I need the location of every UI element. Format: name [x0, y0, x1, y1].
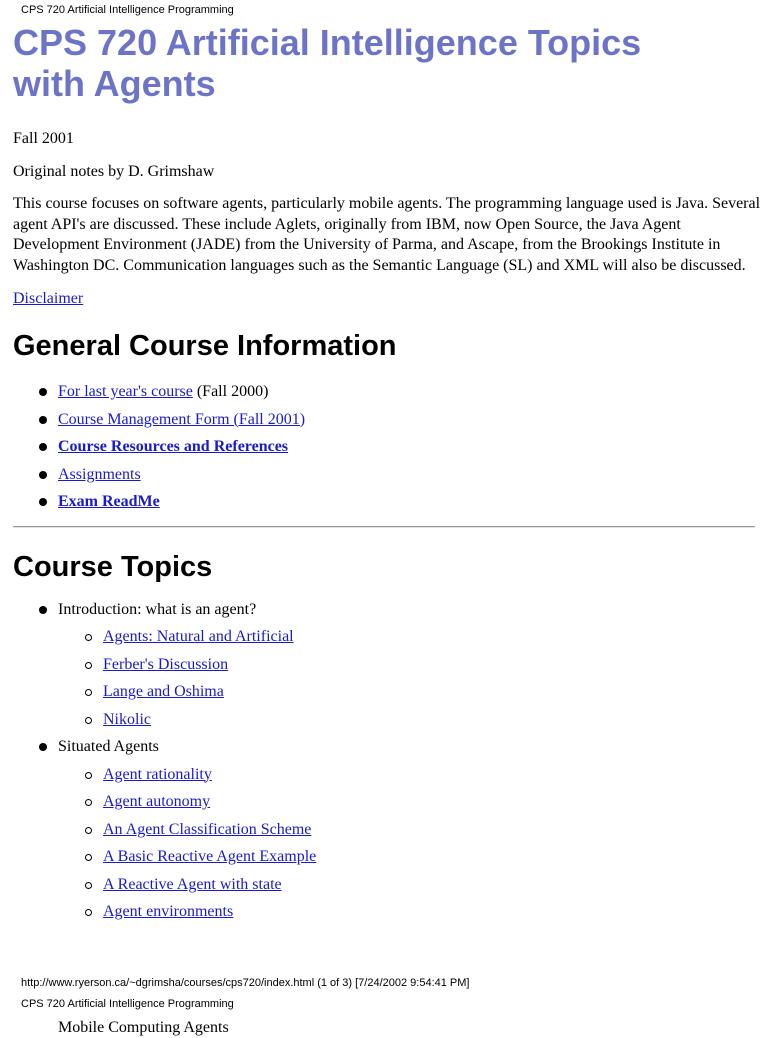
cut-off-text: Mobile Computing Agents: [58, 1019, 229, 1036]
topic-link-rationality[interactable]: Agent rationality: [103, 765, 212, 783]
general-info-list: [13, 378, 761, 516]
list-item: [85, 898, 761, 926]
list-item: [85, 678, 761, 706]
course-topics-heading: Course Topics: [13, 550, 213, 583]
list-item: [85, 623, 761, 651]
last-year-course-link[interactable]: For last year's course: [58, 383, 193, 400]
list-item: [85, 788, 761, 816]
topic-link-reactive-state[interactable]: A Reactive Agent with state: [103, 875, 282, 893]
topic-link-ferber[interactable]: Ferber's Discussion: [103, 655, 229, 673]
list-item: [85, 816, 761, 844]
course-topics-list: [13, 596, 761, 926]
list-item: [85, 706, 761, 734]
page-footer-url: http://www.ryerson.ca/~dgrimsha/courses/cps720/index.html (1 of 3) [7/24/2002 9:54:41 PM]: [21, 977, 470, 989]
term-text: Fall 2001: [13, 130, 74, 147]
section-divider: [13, 526, 755, 528]
topic-link-environments[interactable]: Agent environments: [103, 903, 234, 920]
list-item: [39, 378, 761, 406]
topic-link-autonomy[interactable]: Agent autonomy: [103, 793, 211, 810]
topic-link-lange-oshima[interactable]: Lange and Oshima: [103, 683, 224, 700]
next-page-running-header: CPS 720 Artificial Intelligence Programming: [21, 998, 234, 1010]
topic-group-label: Introduction: what is an agent?: [58, 600, 257, 618]
last-year-term-text: (Fall 2000): [192, 383, 269, 400]
list-item: [39, 488, 761, 516]
disclaimer-link[interactable]: Disclaimer: [13, 290, 84, 307]
topic-sublist: [58, 761, 761, 926]
course-management-form-link[interactable]: Course Management Form (Fall 2001): [58, 410, 306, 428]
general-info-heading: General Course Information: [13, 330, 397, 362]
topic-group-situated-agents: [39, 733, 761, 926]
topic-link-basic-reactive[interactable]: A Basic Reactive Agent Example: [103, 848, 317, 865]
list-item: [85, 651, 761, 679]
topic-group-label: Situated Agents: [58, 738, 159, 755]
topic-group-introduction: [39, 596, 761, 734]
page-title: [13, 22, 761, 104]
course-resources-link[interactable]: Course Resources and References: [58, 438, 289, 455]
main-content: [13, 22, 761, 926]
assignments-link[interactable]: Assignments: [58, 465, 141, 483]
topic-link-natural-artificial[interactable]: Agents: Natural and Artificial: [103, 628, 294, 645]
topic-sublist: [58, 623, 761, 733]
list-item: [39, 406, 761, 434]
list-item: [85, 761, 761, 789]
disclaimer-paragraph: [13, 288, 761, 309]
page-running-header: CPS 720 Artificial Intelligence Programming: [21, 4, 234, 16]
list-item: [39, 461, 761, 489]
author-notes-text: Original notes by D. Grimshaw: [13, 163, 215, 180]
list-item: [85, 871, 761, 899]
topic-link-classification[interactable]: An Agent Classification Scheme: [103, 820, 312, 838]
exam-readme-link[interactable]: Exam ReadMe: [58, 493, 160, 510]
page-title-line-2: with Agents: [13, 63, 216, 104]
list-item: [39, 433, 761, 461]
page-title-line-1: CPS 720 Artificial Intelligence Topics: [13, 22, 642, 63]
list-item: [85, 843, 761, 871]
topic-link-nikolic[interactable]: Nikolic: [103, 710, 151, 728]
course-description: This course focuses on software agents, particularly mobile agents. The programming language used is Java. Several agent API's are discussed. These include Aglets, originally from IBM, now Open Source, the Java Agent Development Environment (JADE) from the University of Parma, and Ascape, from the Brookings Institute in Washington DC. Communication languages such as the Semantic Language (SL) and XML will also be discussed.: [13, 195, 761, 274]
